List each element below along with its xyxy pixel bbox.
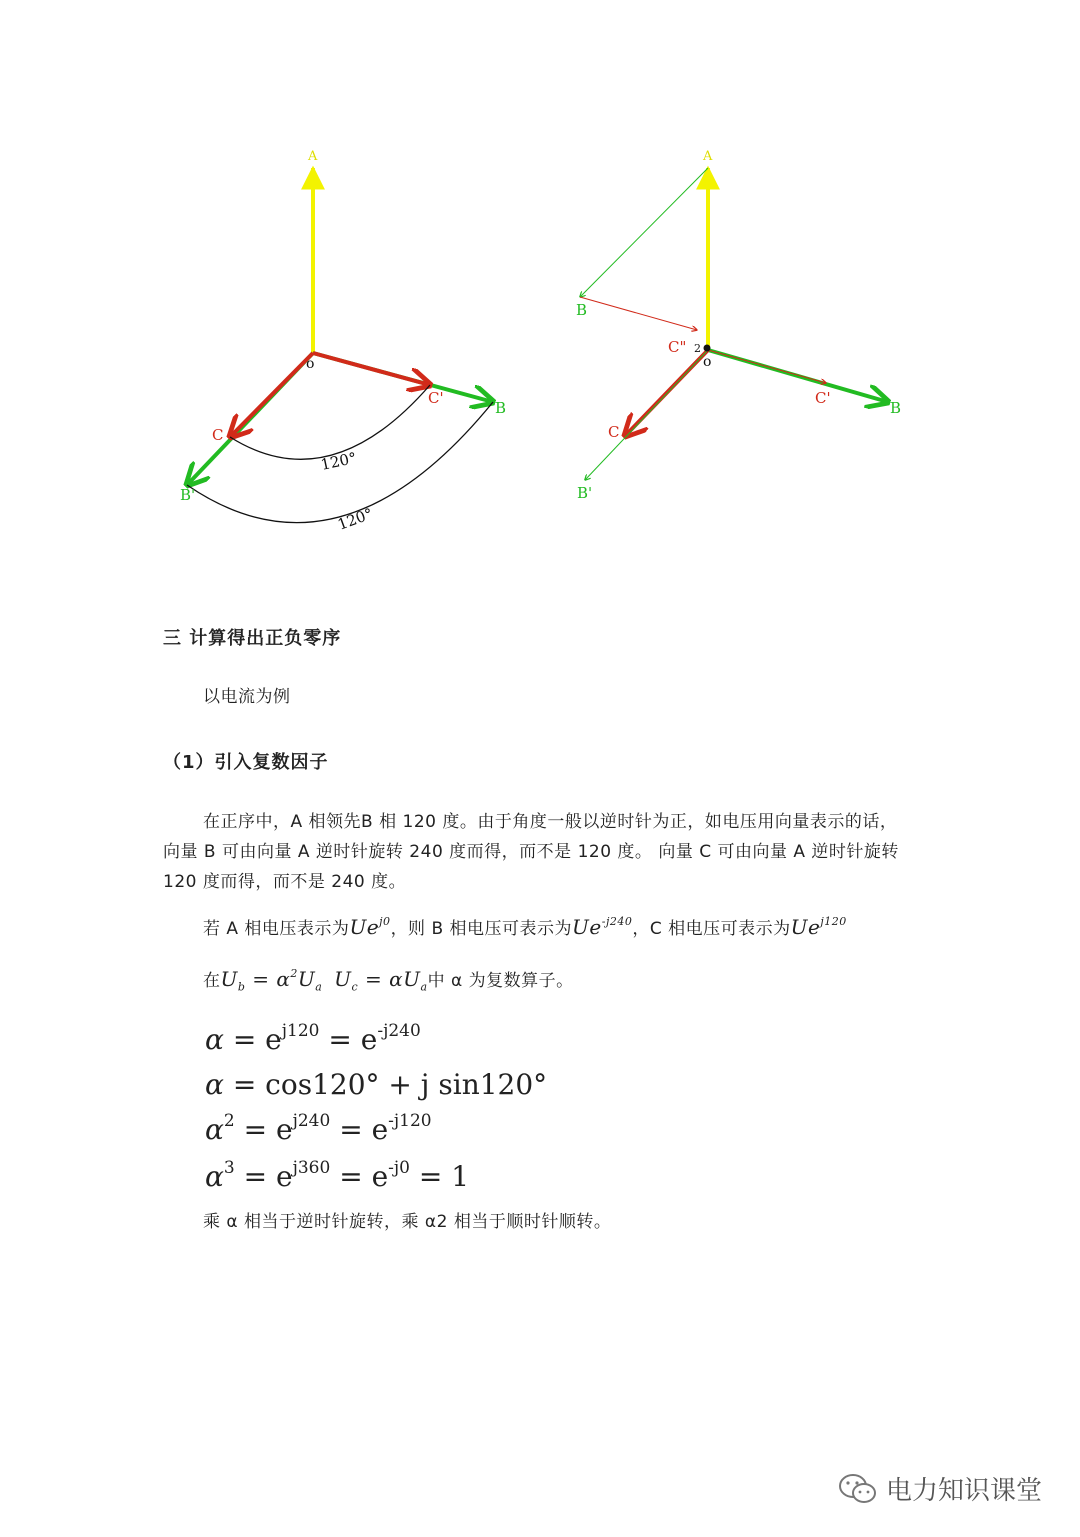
vector-b-prime [585, 350, 708, 480]
sup-b: -j240 [601, 915, 633, 928]
eq3-sup1: j240 [292, 1110, 331, 1131]
label-c-prime: C' [815, 389, 831, 407]
sup-a: j0 [379, 915, 391, 928]
section-title: 三 计算得出正负零序 [163, 628, 342, 649]
eq3-lhs: α [205, 1113, 224, 1146]
operator-line [203, 962, 574, 1004]
vector-c-prime [708, 350, 826, 383]
ue-c: Ue [790, 915, 821, 939]
eq2-text: = cos120° + j sin120° [223, 1068, 548, 1101]
u-a: U [297, 967, 316, 991]
eq-alpha: = α [245, 967, 291, 991]
voltage-text-3: ，C 相电压可表示为 [632, 919, 791, 939]
eq4-pow: 3 [223, 1157, 235, 1178]
ue-a: Ue [349, 915, 380, 939]
label-c: C [212, 426, 224, 444]
label-a: A [308, 149, 318, 164]
vector-c [230, 353, 313, 437]
sub-a: a [315, 980, 323, 994]
alpha-sq: 2 [290, 967, 298, 980]
conclusion-text: 乘 α 相当于逆时针旋转，乘 α2 相当于顺时针顺转。 [203, 1212, 612, 1232]
sub-c: c [351, 980, 359, 994]
paragraph-line-3: 120 度而得，而不是 240 度。 [163, 872, 407, 892]
eq1-lhs: α [205, 1023, 224, 1056]
sub-b: b [237, 980, 246, 994]
voltage-text-1: 若 A 相电压表示为 [203, 919, 350, 939]
eq3-mid2: = e [330, 1113, 389, 1146]
intro-text: 以电流为例 [203, 687, 291, 707]
eq4-mid2: = e [330, 1160, 389, 1193]
eq1-mid: = e [223, 1023, 282, 1056]
eq1-sup2: -j240 [377, 1020, 421, 1041]
u-b: U [220, 967, 238, 991]
label-o: o [306, 356, 315, 372]
vector-b-shifted [580, 168, 708, 297]
vector-c-prime [313, 353, 430, 385]
label-c: C [608, 423, 620, 441]
label-two: 2 [694, 342, 701, 355]
footer-brand-text: 电力知识课堂 [885, 1476, 1042, 1506]
ue-b: Ue [572, 915, 602, 939]
eq1-mid2: = e [319, 1023, 378, 1056]
eq4-lhs: α [205, 1160, 224, 1193]
sup-c: j120 [820, 915, 847, 928]
label-b-prime: B' [577, 484, 593, 502]
eq2-lhs: α [205, 1068, 224, 1101]
phasor-diagram-left [150, 130, 530, 550]
angle-label-2: 120° [335, 504, 376, 534]
operator-prefix: 在 [203, 971, 221, 991]
label-o: o [703, 354, 712, 370]
label-b-prime: B' [180, 486, 196, 504]
label-a: A [703, 149, 713, 164]
sub-a2: a [420, 980, 428, 994]
operator-suffix: 中 α 为复数算子。 [427, 971, 574, 991]
eq3-sup2: -j120 [388, 1110, 432, 1131]
footer-brand [838, 1470, 1042, 1507]
eq3-mid: = e [234, 1113, 293, 1146]
label-c-prime: C' [428, 389, 444, 407]
u-c: U [334, 967, 352, 991]
origin-dot [704, 345, 711, 352]
wechat-icon [838, 1472, 878, 1506]
equation-4 [205, 1157, 470, 1193]
paragraph-line-2: 向量 B 可由向量 A 逆时针旋转 240 度而得，而不是 120 度。 向量 C 可由向量 A 逆时针旋转 [163, 842, 899, 862]
eq4-sup1: j360 [292, 1157, 331, 1178]
phasor-diagram-right [560, 130, 920, 520]
eq4-sup2: -j0 [388, 1157, 410, 1178]
label-c-dprime: C" [668, 338, 687, 356]
eq1-sup1: j120 [281, 1020, 320, 1041]
eq-alpha-ua: = αU [358, 967, 421, 991]
label-b-left: B [576, 301, 588, 319]
paragraph-line-1: 在正序中，A 相领先B 相 120 度。由于角度一般以逆时针为正，如电压用向量表示的话， [203, 812, 898, 832]
label-b: B [495, 399, 507, 417]
label-b: B [890, 399, 902, 417]
equation-1 [205, 1020, 421, 1056]
equation-2 [205, 1068, 547, 1101]
equation-3 [205, 1110, 432, 1146]
eq4-mid: = e [234, 1160, 293, 1193]
subtitle: （1）引入复数因子 [163, 752, 329, 773]
voltage-text-2: ，则 B 相电压可表示为 [390, 919, 573, 939]
eq3-pow: 2 [223, 1110, 235, 1131]
voltage-line [203, 910, 847, 948]
angle-arc-inner [230, 385, 430, 459]
vector-c-dprime [580, 297, 697, 330]
eq4-end: = 1 [410, 1160, 470, 1193]
angle-label-1: 120° [319, 448, 359, 474]
